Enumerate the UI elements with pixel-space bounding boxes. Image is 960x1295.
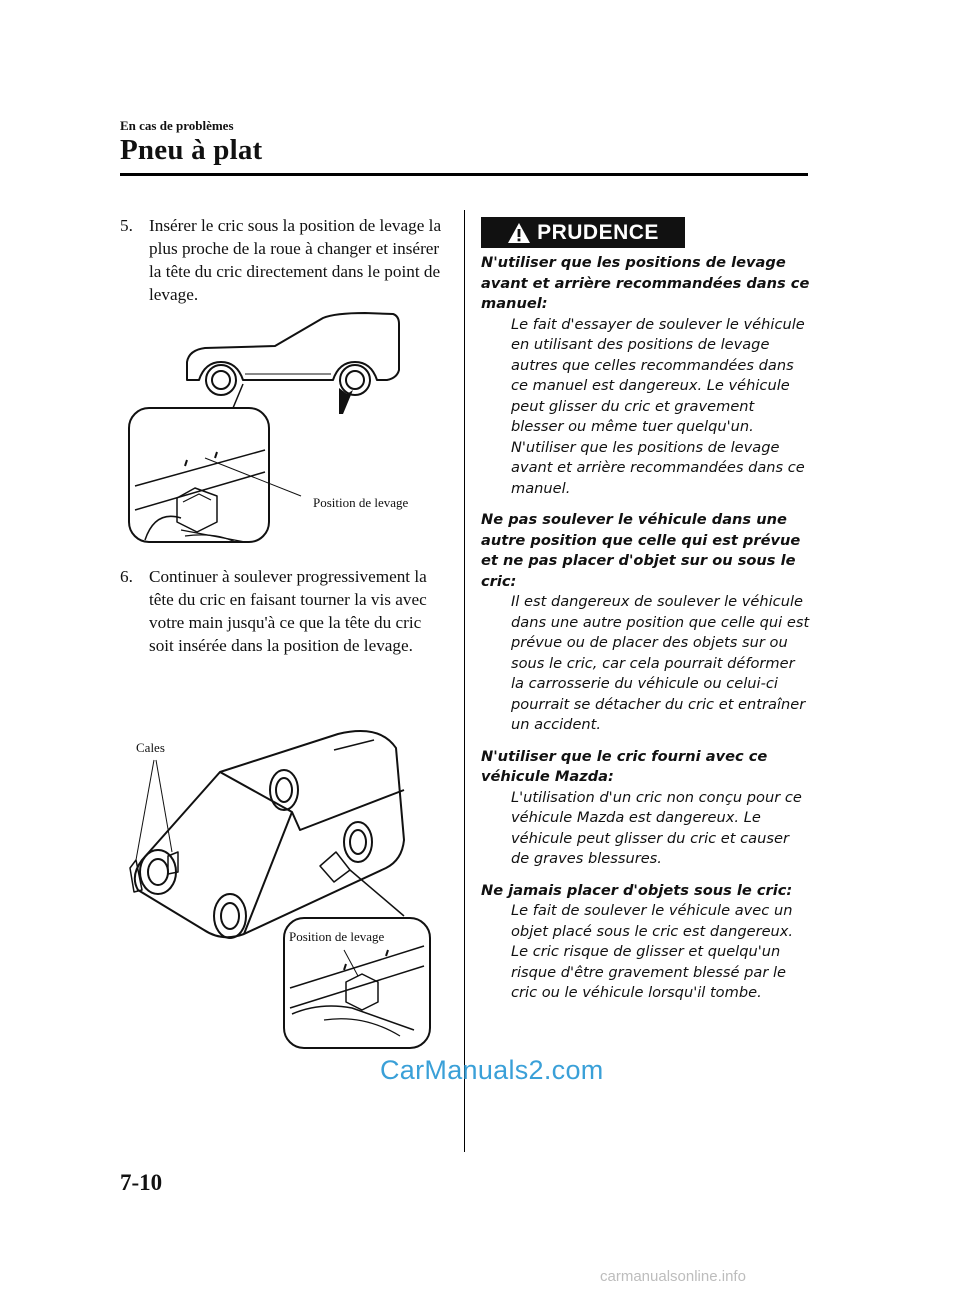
caution-item	[481, 881, 811, 1004]
footer-watermark: carmanualsonline.info	[600, 1268, 746, 1285]
caution-badge	[481, 217, 685, 248]
caution-badge-label: PRUDENCE	[537, 220, 659, 244]
caution-item-heading: N'utiliser que le cric fourni avec ce véhicule Mazda:	[481, 747, 768, 785]
caution-item	[481, 747, 811, 870]
title-rule	[120, 173, 808, 176]
watermark-link[interactable]: CarManuals2.com	[380, 1055, 604, 1085]
caution-item-heading: N'utiliser que les positions de levage avant et arrière recommandées dans ce manuel:	[481, 254, 810, 312]
figure2-lift-label: Position de levage	[289, 929, 385, 944]
jack-with-chocks-illustration	[124, 720, 434, 1056]
caution-item-heading: Ne pas soulever le véhicule dans une autre position que celle qui est prévue et ne pas placer d'objet sur ou sous le cric:	[481, 511, 801, 590]
caution-item-heading: Ne jamais placer d'objets sous le cric:	[481, 881, 793, 899]
step-number: 6.	[120, 567, 133, 586]
step-5	[120, 214, 442, 306]
step-number: 5.	[120, 216, 133, 235]
figure1-label: Position de levage	[313, 495, 409, 510]
caution-item	[481, 510, 811, 736]
step-text: Insérer le cric sous la position de levage la plus proche de la roue à changer et insérer la tête du cric directement dans le point de levage.	[149, 216, 442, 304]
caution-item-body: Le fait d'essayer de soulever le véhicule en utilisant des positions de levage autres que celles recommandées dans ce manuel est dangereux. Le véhicule peut glisser du cric et gravement blesser ou même tuer quelqu'un. N'utiliser que les positions de levage avant et arrière recommandées dans ce manuel.	[511, 315, 805, 497]
caution-item	[481, 253, 811, 499]
caution-item-body: L'utilisation d'un cric non conçu pour ce véhicule Mazda est dangereux. Le véhicule peut glisser du cric et causer de graves blessures.	[511, 788, 802, 867]
step-6	[120, 565, 442, 657]
warning-triangle-icon	[507, 222, 531, 244]
page-title: Pneu à plat	[120, 134, 263, 166]
page-number: 7-10	[120, 1170, 163, 1195]
figure2-chocks-label: Cales	[136, 740, 165, 755]
step-text: Continuer à soulever progressivement la tête du cric en faisant tourner la vis avec votre main jusqu'à ce que la tête du cric soit insérée dans la position de levage.	[149, 567, 427, 655]
section-label: En cas de problèmes	[120, 118, 234, 133]
column-divider	[464, 210, 465, 1152]
caution-item-body: Le fait de soulever le véhicule avec un objet placé sous le cric est dangereux. Le cric risque de glisser et quelqu'un risque d'être gravement blessé par le cric ou le véhicule lorsqu'il tombe.	[511, 902, 794, 1001]
caution-text	[481, 253, 811, 1015]
caution-item-body: Il est dangereux de soulever le véhicule dans une autre position que celle qui est prévue ou de placer des objets sur ou sous le cric, car cela pourrait déformer la carrosserie du véhicule ou celui-ci pourrait se détacher du cric et entraîner un accident.	[511, 593, 810, 733]
